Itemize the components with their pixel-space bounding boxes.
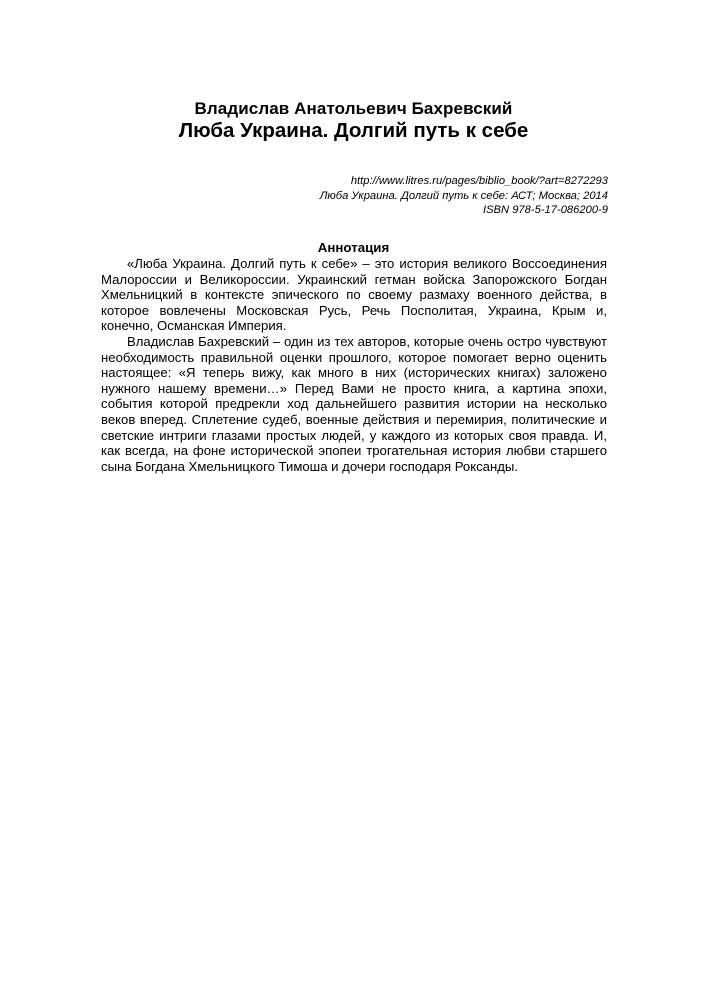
annotation-paragraph: Владислав Бахревский – один из тех авторов, которые очень остро чувствуют необходимость правильной оценки прошлого, которое помогает верно оценить настоящее: «Я теперь вижу, как много в них (исторических книгах) заложено нужного нашему времени…» Перед Вами не просто книга, а картина эпохи, события которой предрекли ход дальнейшего развития истории на несколько веков вперед. Сплетение судеб, военные действия и перемирия, политические и светские интриги глазами простых людей, у каждого из которых своя правда. И, как всегда, на фоне исторической эпопеи трогательная история любви старшего сына Богдана Хмельницкого Тимоша и дочери господаря Роксанды. (101, 333, 607, 474)
source-info (320, 174, 608, 218)
source-isbn: ISBN 978-5-17-086200-9 (482, 204, 608, 216)
annotation-heading: Аннотация (317, 240, 390, 255)
source-citation: Люба Украина. Долгий путь к себе: АСТ; Москва; 2014 (319, 189, 608, 202)
annotation-body (101, 256, 607, 474)
annotation-paragraph: «Люба Украина. Долгий путь к себе» – это история великого Воссоединения Малороссии и Великороссии. Украинский гетман войска Запорожского Богдан Хмельницкий в контексте эпического по своему размаху военного действа, в которое вовлечены Московская Русь, Речь Посполитая, Украина, Крым и, конечно, Османская Империя. (101, 256, 607, 334)
book-title: Люба Украина. Долгий путь к себе (178, 119, 529, 142)
author-name: Владислав Анатольевич Бахревский (194, 99, 513, 118)
source-url: http://www.litres.ru/pages/biblio_book/?art=8272293 (350, 175, 608, 187)
